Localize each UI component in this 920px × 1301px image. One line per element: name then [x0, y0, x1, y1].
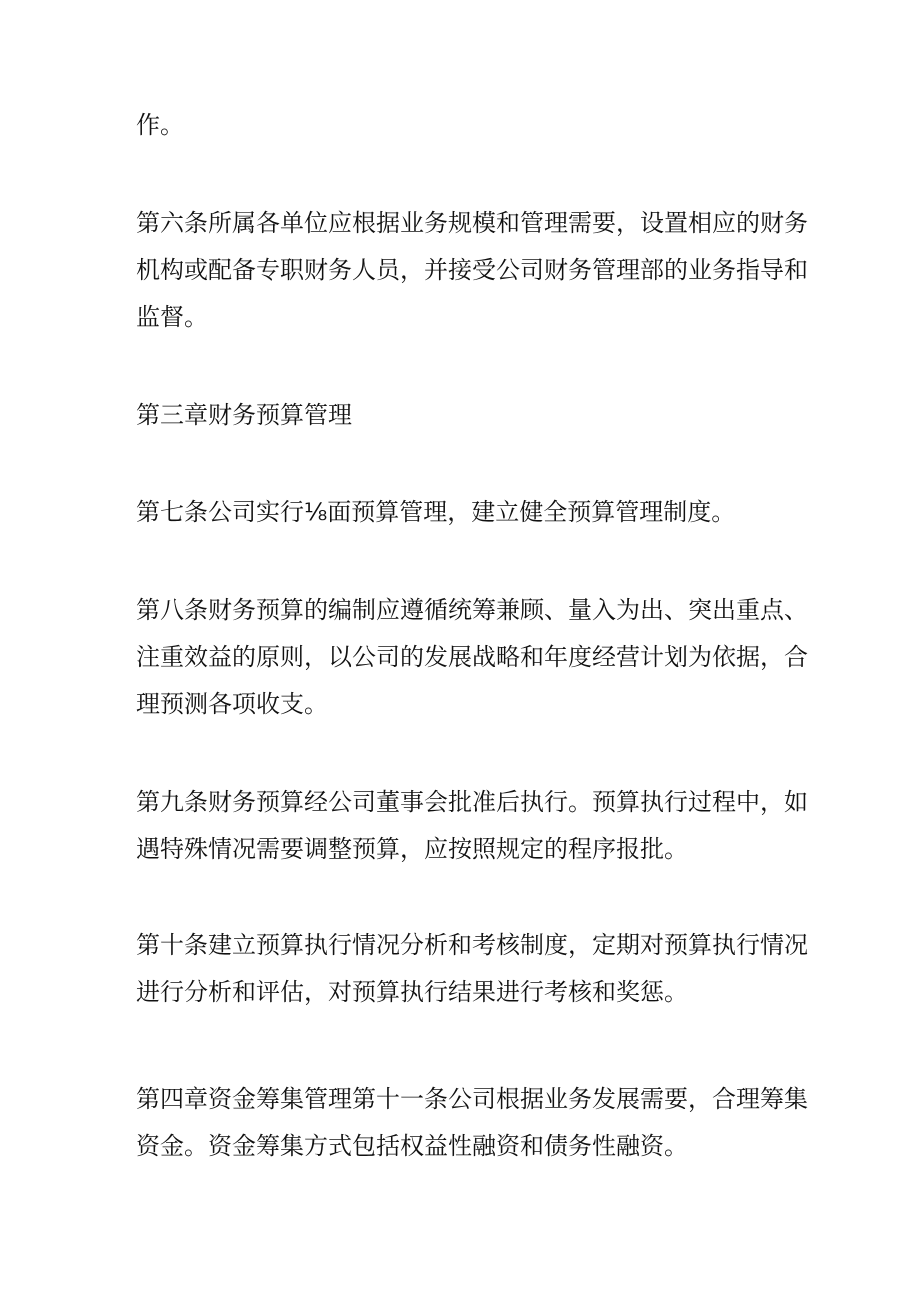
paragraph-article-10 — [136, 922, 808, 1016]
text-line: 第四章资金筹集管理第十一条公司根据业务发展需要，合理筹集 — [136, 1085, 808, 1113]
text-line: 第六条所属各单位应根据业务规模和管理需要，设置相应的财务 — [136, 209, 808, 237]
chapter-heading-3 — [136, 392, 796, 439]
paragraph-article-7 — [136, 489, 796, 536]
paragraph-continuation — [136, 102, 796, 149]
text-line: 第八条财务预算的编制应遵循统筹兼顾、量入为出、突出重点、 — [136, 596, 808, 624]
paragraph-article-8 — [136, 587, 808, 728]
paragraph-article-9 — [136, 779, 808, 873]
text-line: 资金。资金筹集方式包括权益性融资和债务性融资。 — [136, 1132, 688, 1160]
text-line: 注重效益的原则，以公司的发展战略和年度经营计划为依据，合 — [136, 643, 808, 671]
paragraph-article-6 — [136, 200, 808, 341]
text-line: 作。 — [136, 111, 184, 139]
text-line: 监督。 — [136, 303, 208, 331]
text-line: 第三章财务预算管理 — [136, 401, 352, 429]
text-line: 第十条建立预算执行情况分析和考核制度，定期对预算执行情况 — [136, 931, 808, 959]
text-line: 进行分析和评估，对预算执行结果进行考核和奖惩。 — [136, 978, 688, 1006]
text-line: 第七条公司实行⅛面预算管理，建立健全预算管理制度。 — [136, 498, 736, 526]
text-line: 第九条财务预算经公司董事会批准后执行。预算执行过程中，如 — [136, 788, 808, 816]
paragraph-chapter-4-article-11 — [136, 1076, 808, 1170]
text-line: 理预测各项收支。 — [136, 690, 328, 718]
text-line: 机构或配备专职财务人员，并接受公司财务管理部的业务指导和 — [136, 256, 808, 284]
text-line: 遇特殊情况需要调整预算，应按照规定的程序报批。 — [136, 835, 688, 863]
